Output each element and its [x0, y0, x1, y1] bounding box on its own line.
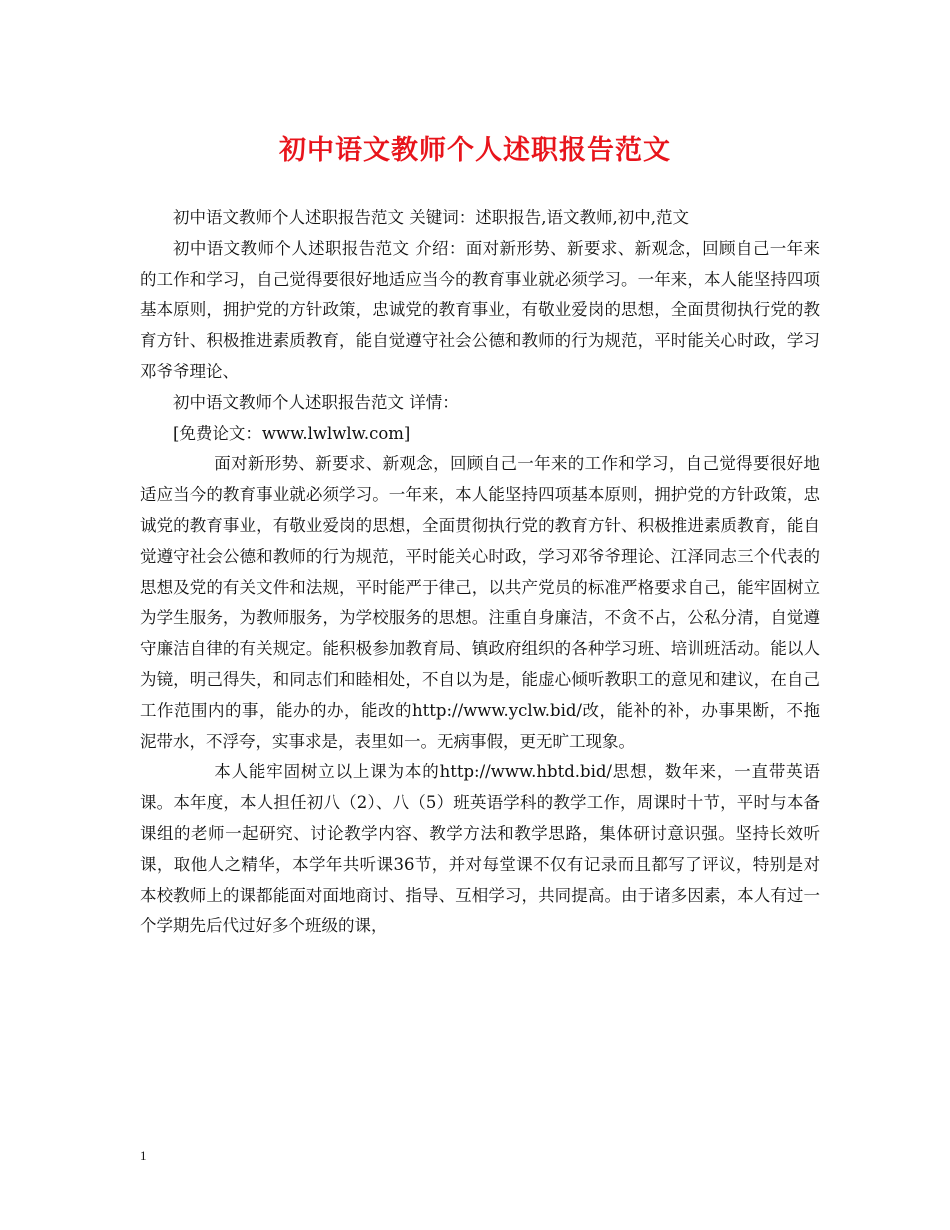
page-number: 1 [140, 1148, 147, 1163]
document-title: 初中语文教师个人述职报告范文 [279, 135, 671, 166]
meta-intro: 初中语文教师个人述职报告范文 介绍：面对新形势、新要求、新观念，回顾自己一年来的工作和学习，自己觉得要很好地适应当今的教育事业就必须学习。一年来，本人能坚持四项基本原则，拥护党的方针政策，忠诚党的教育事业，有敬业爱岗的思想，全面贯彻执行党的教育方针、积极推进素质教育，能自觉遵守社会公德和教师的行为规范，平时能关心时政，学习邓爷爷理论、 [140, 238, 820, 381]
source-note: [免费论文：www.lwlwlw.com] [173, 423, 411, 443]
meta-details: 初中语文教师个人述职报告范文 详情： [173, 392, 459, 412]
meta-keywords: 初中语文教师个人述职报告范文 关键词：述职报告,语文教师,初中,范文 [173, 208, 689, 227]
body-paragraph-2: 本人能牢固树立以上课为本的http://www.hbtd.bid/思想，数年来，一直带英语课。本年度，本人担任初八（2）、八（5）班英语学科的教学工作，周课时十节，平时与本备课组的老师一起研究、讨论教学内容、教学方法和教学思路，集体研讨意识强。坚持长效听课，取他人之精华，本学年共听课36节，并对每堂课不仅有记录而且都写了评议，特别是对本校教师上的课都能面对面地商讨、指导、互相学习，共同提高。由于诸多因素，本人有过一个学期先后代过好多个班级的课， [140, 762, 820, 936]
document-body [140, 203, 820, 942]
body-paragraph-1: 面对新形势、新要求、新观念，回顾自己一年来的工作和学习，自己觉得要很好地适应当今的教育事业就必须学习。一年来，本人能坚持四项基本原则，拥护党的方针政策，忠诚党的教育事业，有敬业爱岗的思想，全面贯彻执行党的教育方针、积极推进素质教育，能自觉遵守社会公德和教师的行为规范，平时能关心时政，学习邓爷爷理论、江泽同志三个代表的思想及党的有关文件和法规，平时能严于律己，以共产党员的标准严格要求自己，能牢固树立为学生服务，为教师服务，为学校服务的思想。注重自身廉洁，不贪不占，公私分清，自觉遵守廉洁自律的有关规定。能积极参加教育局、镇政府组织的各种学习班、培训班活动。能以人为镜，明己得失，和同志们和睦相处，不自以为是，能虚心倾听教职工的意见和建议，在自己工作范围内的事，能办的办，能改的http://www.yclw.bid/改，能补的补，办事果断，不拖泥带水，不浮夸，实事求是，表里如一。无病事假，更无旷工现象。 [140, 454, 820, 751]
